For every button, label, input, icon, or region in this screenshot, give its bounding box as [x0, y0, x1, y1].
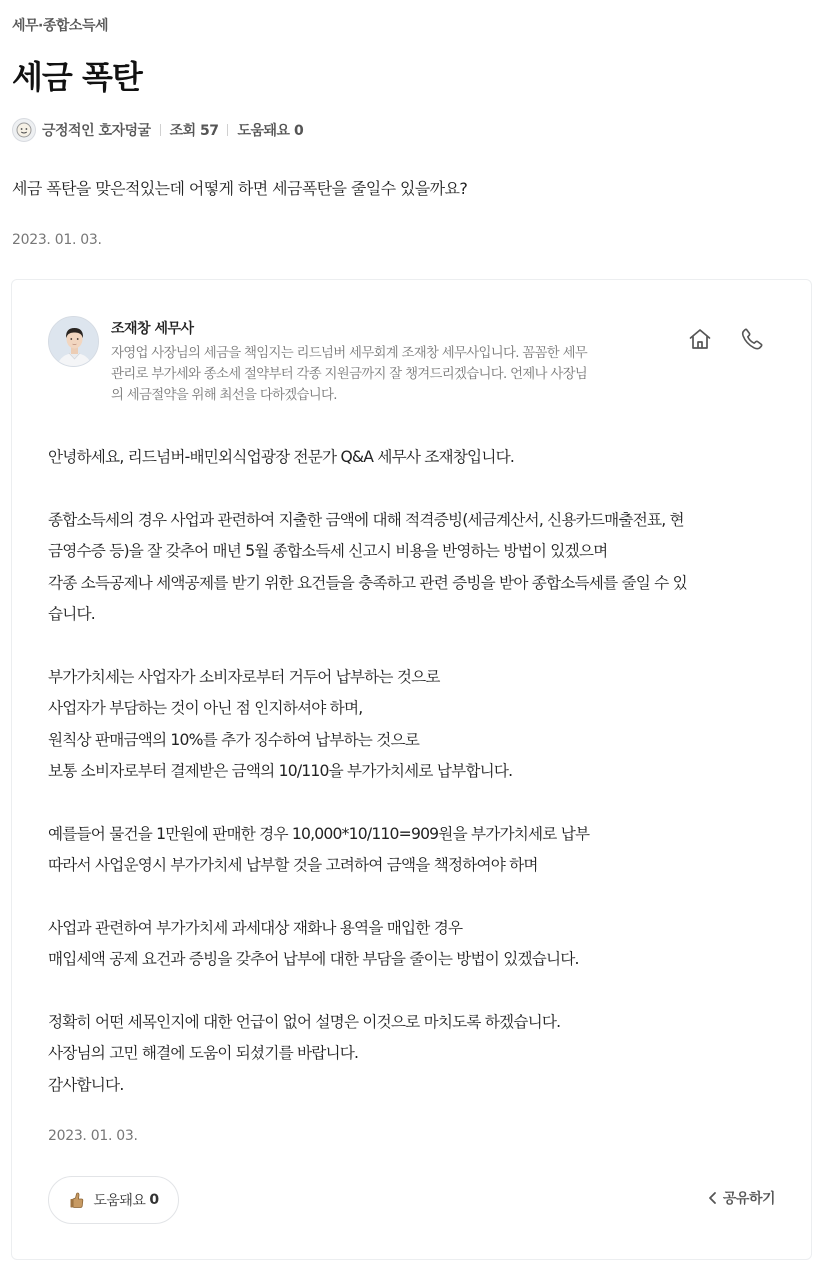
answer-line: 종합소득세의 경우 사업과 관련하여 지출한 금액에 대해 적격증빙(세금계산서, 신용카드매출전표, 현	[48, 510, 684, 529]
helpful-count: 도움돼요 0	[237, 123, 304, 139]
phone-button[interactable]	[737, 324, 767, 354]
expert-description-line: 관리로 부가세와 종소세 절약부터 각종 지원금까지 잘 챙겨드리겠습니다. 언제나 사장님	[111, 367, 588, 382]
expert-avatar[interactable]	[48, 316, 99, 367]
answer-line	[48, 787, 788, 818]
share-label: 공유하기	[722, 1191, 775, 1207]
answer-line: 안녕하세요, 리드넘버-배민외식업광장 전문가 Q&A 세무사 조재창입니다.	[48, 448, 515, 466]
helpful-button[interactable]	[48, 1176, 179, 1224]
answer-line: 금영수증 등)을 잘 갖추어 매년 5월 종합소득세 신고시 비용을 반영하는 방법이 있겠으며	[48, 542, 608, 561]
expert-name[interactable]: 조재창 세무사	[111, 321, 194, 337]
expert-description	[111, 343, 671, 406]
question-text: 세금 폭탄을 맞은적있는데 어떻게 하면 세금폭탄을 줄일수 있을까요?	[12, 179, 468, 198]
answer-body	[48, 442, 788, 1101]
divider	[227, 124, 228, 136]
divider	[160, 124, 161, 136]
answer-line: 감사합니다.	[48, 1075, 124, 1094]
phone-icon	[739, 326, 765, 352]
answer-line	[48, 630, 788, 661]
answer-line: 보통 소비자로부터 결제받은 금액의 10/110을 부가가치세로 납부합니다.	[48, 761, 513, 780]
helpful-count-value: 0	[149, 1192, 159, 1208]
answer-line	[48, 473, 788, 504]
answer-line	[48, 976, 788, 1007]
answer-line	[48, 881, 788, 912]
answer-line: 사업자가 부담하는 것이 아닌 점 인지하셔야 하며,	[48, 699, 363, 718]
share-button[interactable]	[707, 1188, 775, 1208]
avatar-icon	[12, 118, 36, 142]
answer-line: 부가가치세는 사업자가 소비자로부터 거두어 납부하는 것으로	[48, 667, 440, 686]
view-count: 조회 57	[169, 123, 219, 139]
answer-line: 사업과 관련하여 부가가치세 과세대상 재화나 용역을 매입한 경우	[48, 918, 463, 937]
answer-line: 사장님의 고민 해결에 도움이 되셨기를 바랍니다.	[48, 1044, 359, 1063]
answer-line: 습니다.	[48, 604, 95, 623]
expert-description-line: 의 세금절약을 위해 최선을 다하겠습니다.	[111, 388, 337, 403]
home-icon	[687, 326, 713, 352]
category-label[interactable]: 세무·종합소득세	[12, 18, 108, 34]
answer-line: 따라서 사업운영시 부가가치세 납부할 것을 고려하여 금액을 책정하여야 하며	[48, 856, 538, 875]
question-date: 2023. 01. 03.	[12, 232, 102, 248]
chevron-left-icon	[707, 1191, 717, 1205]
question-meta	[12, 117, 303, 143]
helpful-label: 도움돼요	[93, 1193, 146, 1209]
answer-card	[11, 279, 812, 1260]
home-button[interactable]	[685, 324, 715, 354]
answer-line: 예를들어 물건을 1만원에 판매한 경우 10,000*10/110=909원을 부가가치세로 납부	[48, 824, 590, 843]
author-name[interactable]: 긍정적인 호자덩굴	[42, 123, 151, 139]
answer-line: 각종 소득공제나 세액공제를 받기 위한 요건들을 충족하고 관련 증빙을 받아 종합소득세를 줄일 수 있	[48, 573, 687, 592]
answer-line: 매입세액 공제 요건과 증빙을 갖추어 납부에 대한 부담을 줄이는 방법이 있겠습니다.	[48, 950, 579, 969]
hand-icon	[68, 1191, 86, 1209]
answer-date: 2023. 01. 03.	[48, 1128, 138, 1144]
page-title: 세금 폭탄	[12, 58, 142, 96]
answer-line: 원칙상 판매금액의 10%를 추가 징수하여 납부하는 것으로	[48, 730, 419, 749]
answer-line: 정확히 어떤 세목인지에 대한 언급이 없어 설명은 이것으로 마치도록 하겠습니다.	[48, 1013, 561, 1032]
expert-description-line: 자영업 사장님의 세금을 책임지는 리드넘버 세무회계 조재창 세무사입니다. 꼼꼼한 세무	[111, 346, 588, 361]
